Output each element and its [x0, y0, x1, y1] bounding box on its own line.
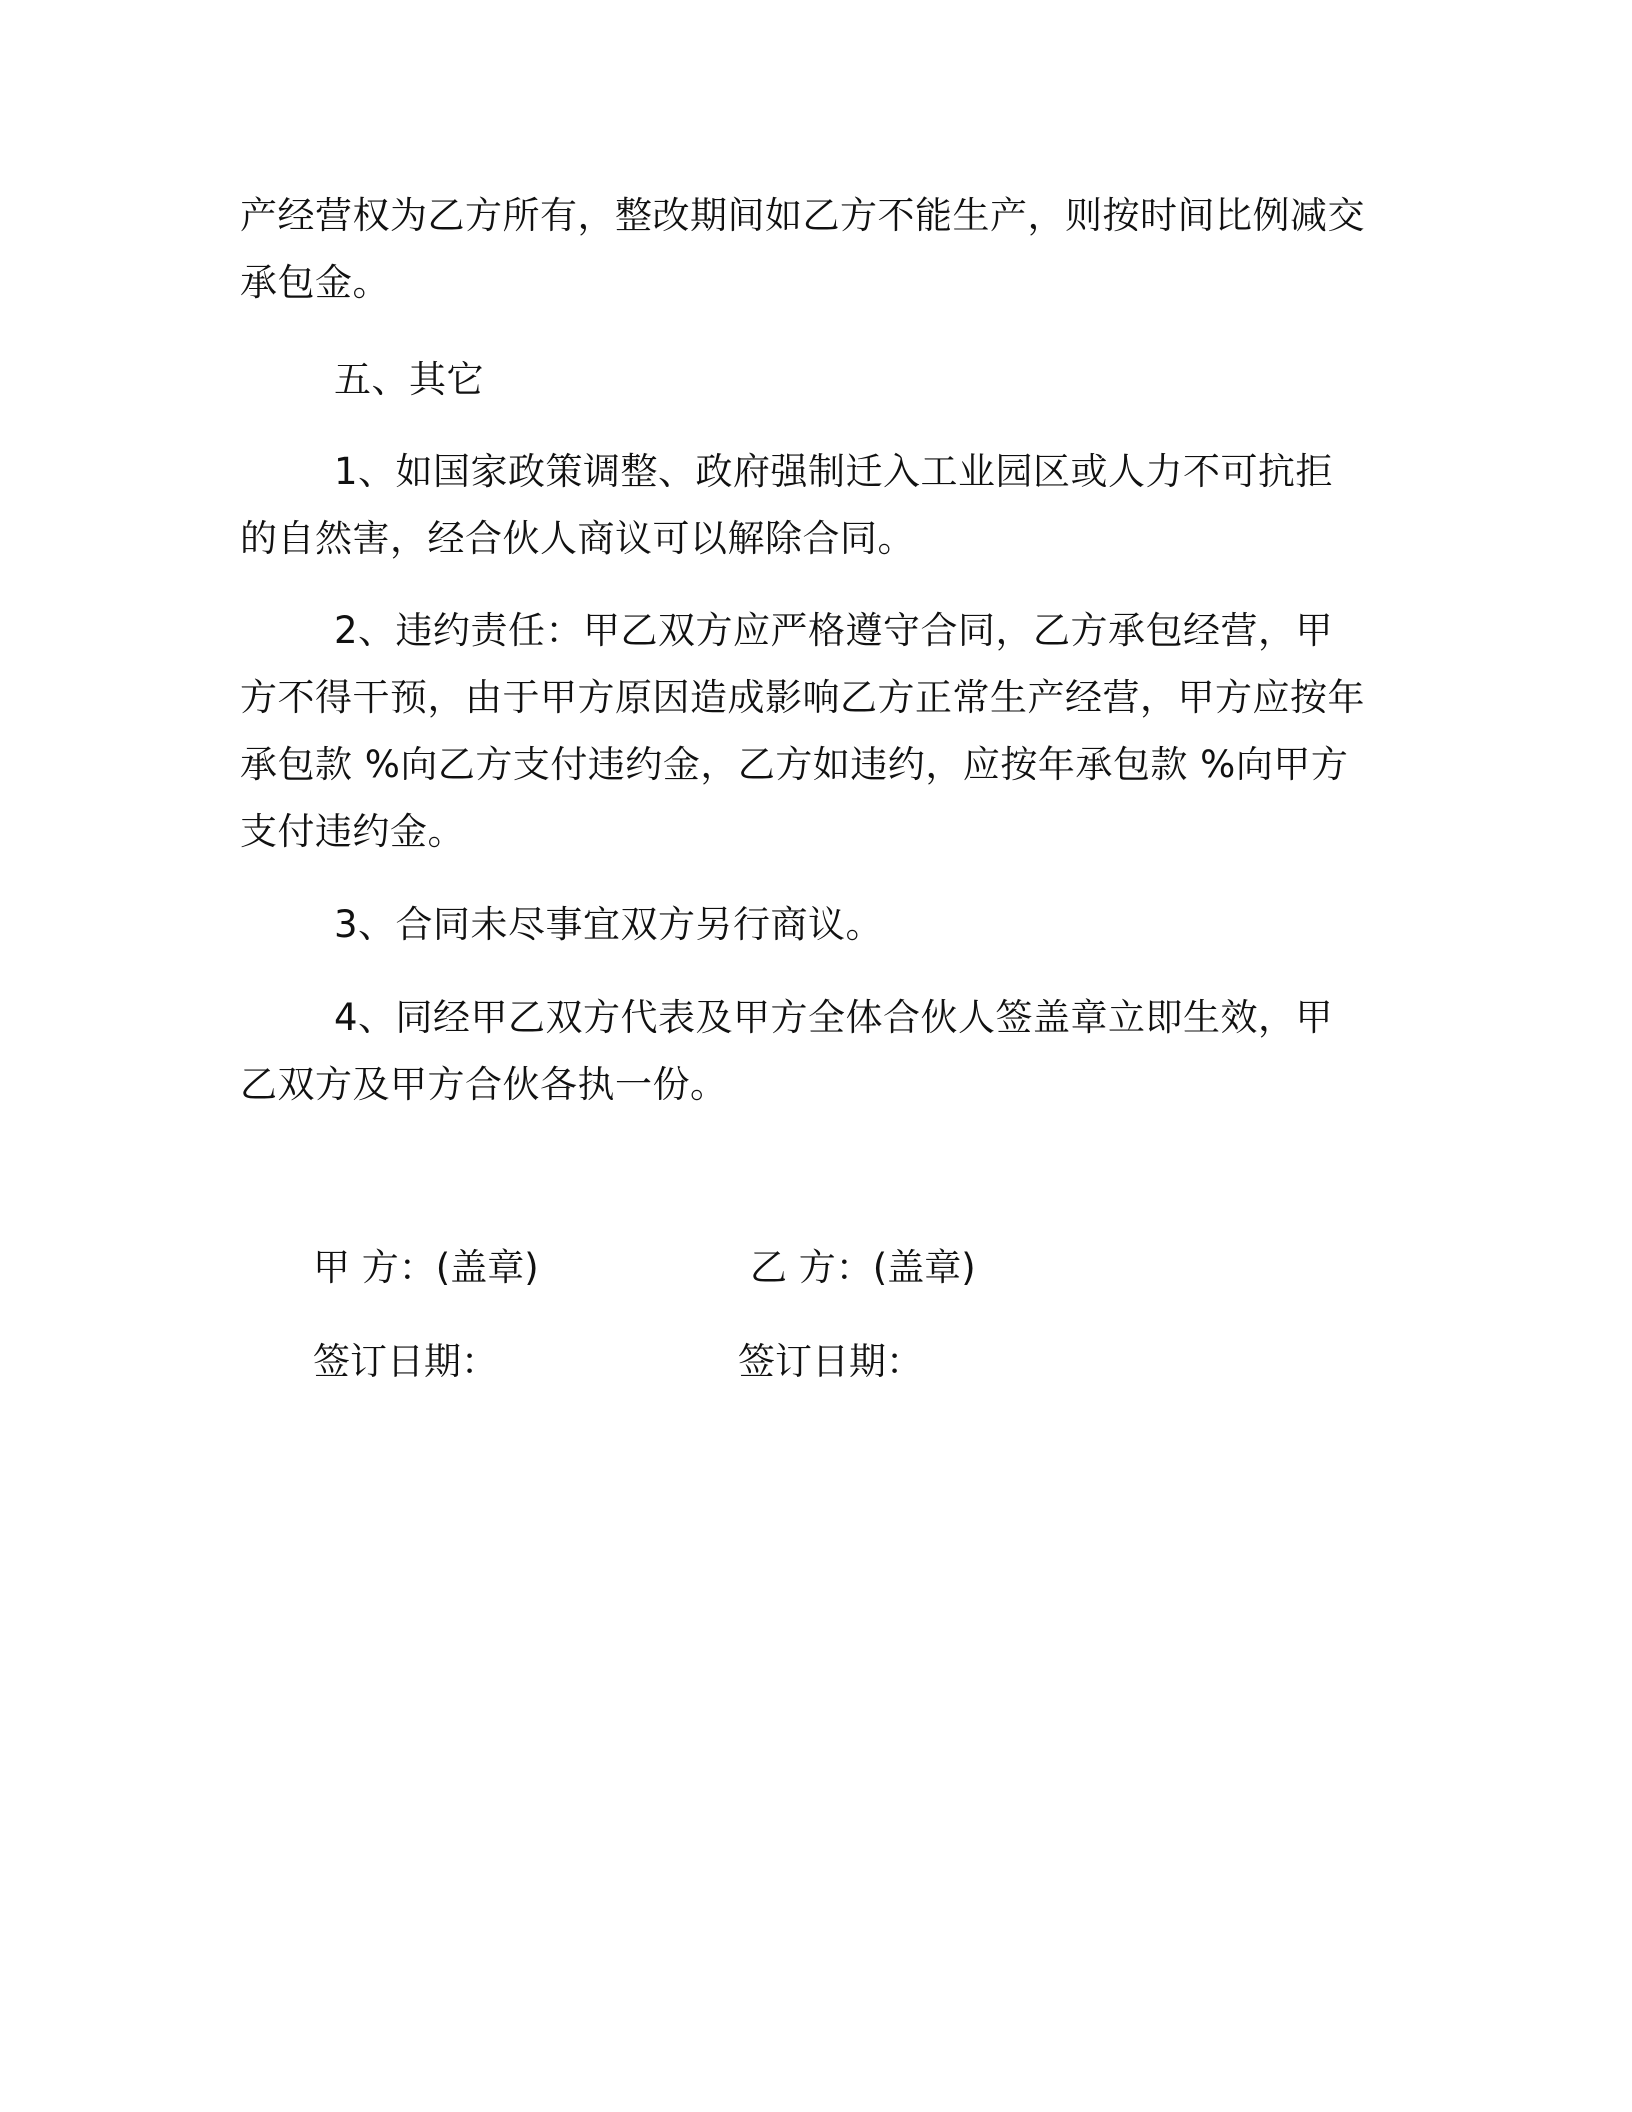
- party-a-seal-label: 甲 方：(盖章): [313, 1246, 539, 1289]
- section-heading: 五、其它: [334, 358, 484, 401]
- paragraph-continuation: 产经营权为乙方所有，整改期间如乙方不能生产，则按时间比例减交承包金。: [240, 194, 1365, 304]
- party-b-seal-label: 乙 方：(盖章): [750, 1246, 976, 1289]
- clause-3: 3、合同未尽事宜双方另行商议。: [334, 903, 884, 946]
- party-a-date-label: 签订日期：: [313, 1340, 498, 1383]
- party-b-date-label: 签订日期：: [738, 1340, 923, 1383]
- clause-2: 2、违约责任：甲乙双方应严格遵守合同，乙方承包经营，甲方不得干预，由于甲方原因造成影响乙方正常生产经营，甲方应按年承包款 %向乙方支付违约金，乙方如违约，应按年承包款 %向甲方支付违约金。: [240, 609, 1365, 853]
- clause-1: 1、如国家政策调整、政府强制迁入工业园区或人力不可抗拒的自然害，经合伙人商议可以解除合同。: [240, 450, 1334, 560]
- clause-4: 4、同经甲乙双方代表及甲方全体合伙人签盖章立即生效，甲乙双方及甲方合伙各执一份。: [240, 996, 1334, 1106]
